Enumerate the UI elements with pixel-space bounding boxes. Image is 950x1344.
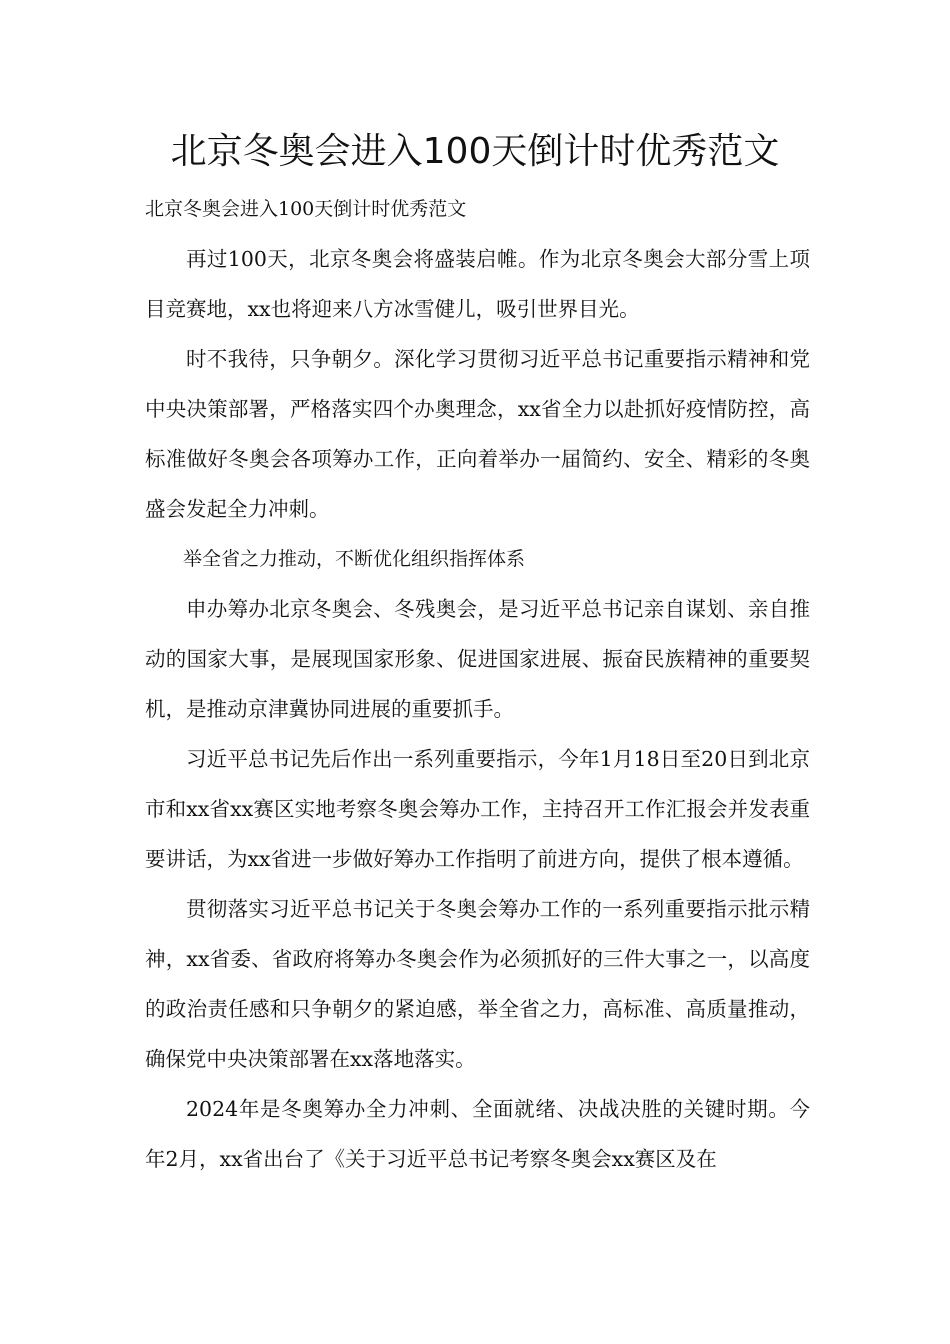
paragraph: 申办筹办北京冬奥会、冬残奥会，是习近平总书记亲自谋划、亲自推动的国家大事，是展现国家形象、促进国家进展、振奋民族精神的重要契机，是推动京津冀协同进展的重要抓手。 <box>145 597 810 721</box>
section-heading: 举全省之力推动，不断优化组织指挥体系 <box>183 548 526 570</box>
document-subtitle: 北京冬奥会进入100天倒计时优秀范文 <box>145 198 467 220</box>
paragraph: 贯彻落实习近平总书记关于冬奥会筹办工作的一系列重要指示批示精神，xx省委、省政府将筹办冬奥会作为必须抓好的三件大事之一，以高度的政治责任感和只争朝夕的紧迫感，举全省之力，高标准、高质量推动，确保党中央决策部署在xx落地落实。 <box>145 897 810 1071</box>
paragraph: 习近平总书记先后作出一系列重要指示，今年1月18日至20日到北京市和xx省xx赛区实地考察冬奥会筹办工作，主持召开工作汇报会并发表重要讲话，为xx省进一步做好筹办工作指明了前进方向，提供了根本遵循。 <box>145 747 810 871</box>
document-title: 北京冬奥会进入100天倒计时优秀范文 <box>170 131 780 172</box>
paragraph: 再过100天，北京冬奥会将盛装启帷。作为北京冬奥会大部分雪上项目竞赛地，xx也将迎来八方冰雪健儿，吸引世界目光。 <box>145 247 810 321</box>
paragraph: 2024年是冬奥筹办全力冲刺、全面就绪、决战决胜的关键时期。今年2月，xx省出台了《关于习近平总书记考察冬奥会xx赛区及在 <box>145 1097 810 1171</box>
paragraph: 时不我待，只争朝夕。深化学习贯彻习近平总书记重要指示精神和党中央决策部署，严格落实四个办奥理念，xx省全力以赴抓好疫情防控，高标准做好冬奥会各项筹办工作，正向着举办一届简约、安全、精彩的冬奥盛会发起全力冲刺。 <box>145 347 810 521</box>
document-body <box>145 184 810 1184</box>
